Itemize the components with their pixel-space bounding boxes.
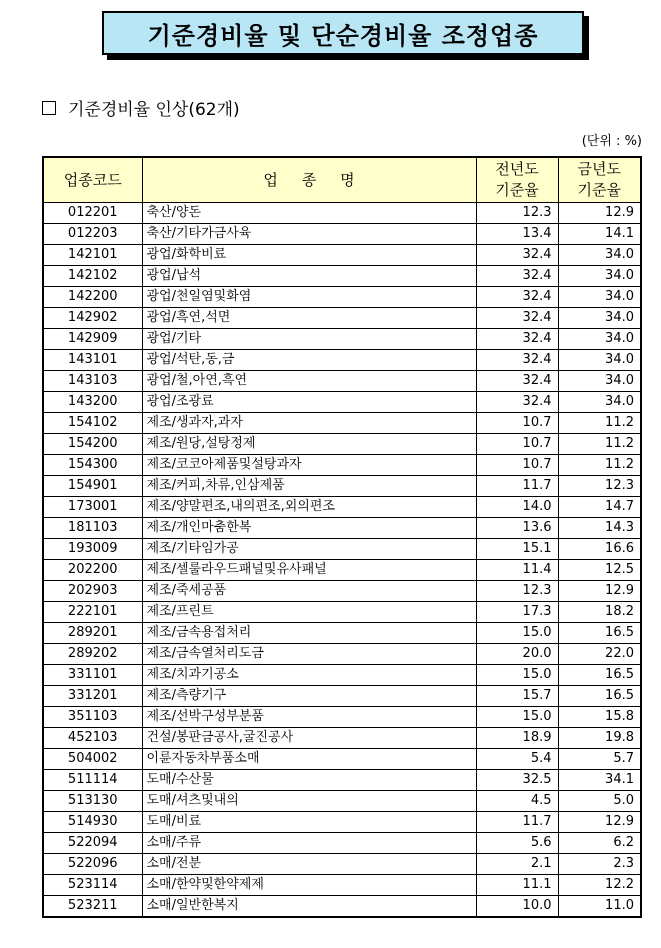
curr-rate-cell: 15.8 bbox=[558, 707, 641, 728]
table-row bbox=[43, 728, 641, 749]
industry-code-cell: 193009 bbox=[43, 539, 142, 560]
table-row bbox=[43, 266, 641, 287]
table-row bbox=[43, 791, 641, 812]
curr-rate-cell: 34.0 bbox=[558, 329, 641, 350]
curr-rate-cell: 34.1 bbox=[558, 770, 641, 791]
curr-rate-cell: 11.2 bbox=[558, 455, 641, 476]
industry-code-cell: 289202 bbox=[43, 644, 142, 665]
table-row bbox=[43, 665, 641, 686]
curr-rate-cell: 16.5 bbox=[558, 686, 641, 707]
industry-code-cell: 142902 bbox=[43, 308, 142, 329]
prev-rate-cell: 5.4 bbox=[476, 749, 558, 770]
industry-code-cell: 154901 bbox=[43, 476, 142, 497]
prev-rate-cell: 12.3 bbox=[476, 581, 558, 602]
table-row bbox=[43, 539, 641, 560]
prev-rate-cell: 32.5 bbox=[476, 770, 558, 791]
industry-code-cell: 452103 bbox=[43, 728, 142, 749]
curr-rate-cell: 5.7 bbox=[558, 749, 641, 770]
industry-code-cell: 142101 bbox=[43, 245, 142, 266]
prev-rate-cell: 32.4 bbox=[476, 287, 558, 308]
prev-rate-cell: 13.4 bbox=[476, 224, 558, 245]
industry-name-cell: 제조/죽세공품 bbox=[142, 581, 476, 602]
page-title: 기준경비율 및 단순경비율 조정업종 bbox=[102, 11, 584, 55]
curr-rate-cell: 34.0 bbox=[558, 245, 641, 266]
header-name: 업 종 명 bbox=[142, 157, 476, 203]
curr-rate-cell: 34.0 bbox=[558, 371, 641, 392]
curr-rate-cell: 34.0 bbox=[558, 308, 641, 329]
prev-rate-cell: 17.3 bbox=[476, 602, 558, 623]
prev-rate-cell: 15.0 bbox=[476, 665, 558, 686]
prev-rate-cell: 32.4 bbox=[476, 245, 558, 266]
prev-rate-cell: 10.0 bbox=[476, 896, 558, 918]
industry-code-cell: 523211 bbox=[43, 896, 142, 918]
prev-rate-cell: 32.4 bbox=[476, 329, 558, 350]
industry-name-cell: 광업/철,아연,흑연 bbox=[142, 371, 476, 392]
industry-code-cell: 522096 bbox=[43, 854, 142, 875]
table-row bbox=[43, 644, 641, 665]
section-label: 기준경비율 인상(62개) bbox=[68, 100, 240, 120]
table-row bbox=[43, 455, 641, 476]
curr-rate-cell: 22.0 bbox=[558, 644, 641, 665]
industry-code-cell: 513130 bbox=[43, 791, 142, 812]
curr-rate-cell: 12.5 bbox=[558, 560, 641, 581]
industry-code-cell: 523114 bbox=[43, 875, 142, 896]
industry-name-cell: 제조/커피,차류,인삼제품 bbox=[142, 476, 476, 497]
industry-code-cell: 143103 bbox=[43, 371, 142, 392]
industry-name-cell: 제조/기타임가공 bbox=[142, 539, 476, 560]
prev-rate-cell: 32.4 bbox=[476, 266, 558, 287]
industry-name-cell: 광업/기타 bbox=[142, 329, 476, 350]
prev-rate-cell: 5.6 bbox=[476, 833, 558, 854]
table-row bbox=[43, 245, 641, 266]
table-row bbox=[43, 581, 641, 602]
table-row bbox=[43, 875, 641, 896]
prev-rate-cell: 10.7 bbox=[476, 434, 558, 455]
header-code: 업종코드 bbox=[43, 157, 142, 203]
industry-name-cell: 도매/셔츠및내의 bbox=[142, 791, 476, 812]
curr-rate-cell: 19.8 bbox=[558, 728, 641, 749]
prev-rate-cell: 11.4 bbox=[476, 560, 558, 581]
industry-name-cell: 광업/조광료 bbox=[142, 392, 476, 413]
industry-name-cell: 소매/한약및한약제제 bbox=[142, 875, 476, 896]
table-row bbox=[43, 833, 641, 854]
table-row bbox=[43, 434, 641, 455]
checkbox-icon bbox=[42, 101, 56, 115]
industry-name-cell: 제조/코코아제품및설탕과자 bbox=[142, 455, 476, 476]
header-prev-rate bbox=[476, 157, 558, 203]
table-row bbox=[43, 308, 641, 329]
industry-name-cell: 제조/치과기공소 bbox=[142, 665, 476, 686]
industry-code-cell: 154300 bbox=[43, 455, 142, 476]
prev-rate-cell: 32.4 bbox=[476, 392, 558, 413]
industry-name-cell: 광업/석탄,동,금 bbox=[142, 350, 476, 371]
table-row bbox=[43, 854, 641, 875]
header-curr-rate bbox=[558, 157, 641, 203]
prev-rate-cell: 18.9 bbox=[476, 728, 558, 749]
prev-rate-cell: 2.1 bbox=[476, 854, 558, 875]
prev-rate-cell: 15.0 bbox=[476, 623, 558, 644]
industry-name-cell: 제조/원당,설탕정제 bbox=[142, 434, 476, 455]
industry-code-cell: 351103 bbox=[43, 707, 142, 728]
prev-rate-cell: 11.7 bbox=[476, 476, 558, 497]
industry-code-cell: 202903 bbox=[43, 581, 142, 602]
industry-code-cell: 142909 bbox=[43, 329, 142, 350]
table-row bbox=[43, 287, 641, 308]
header-curr-line2: 기준율 bbox=[577, 181, 621, 199]
prev-rate-cell: 20.0 bbox=[476, 644, 558, 665]
industry-code-cell: 522094 bbox=[43, 833, 142, 854]
curr-rate-cell: 11.0 bbox=[558, 896, 641, 918]
curr-rate-cell: 5.0 bbox=[558, 791, 641, 812]
table-row bbox=[43, 602, 641, 623]
industry-name-cell: 광업/흑연,석면 bbox=[142, 308, 476, 329]
curr-rate-cell: 12.3 bbox=[558, 476, 641, 497]
industry-name-cell: 제조/선박구성부분품 bbox=[142, 707, 476, 728]
industry-code-cell: 142102 bbox=[43, 266, 142, 287]
industry-name-cell: 제조/금속용접처리 bbox=[142, 623, 476, 644]
industry-code-cell: 173001 bbox=[43, 497, 142, 518]
industry-name-cell: 광업/천일염및화염 bbox=[142, 287, 476, 308]
table-row bbox=[43, 203, 641, 224]
table-row bbox=[43, 518, 641, 539]
prev-rate-cell: 10.7 bbox=[476, 413, 558, 434]
table-row bbox=[43, 371, 641, 392]
curr-rate-cell: 16.5 bbox=[558, 623, 641, 644]
table-row bbox=[43, 686, 641, 707]
table-row bbox=[43, 392, 641, 413]
table-row bbox=[43, 896, 641, 918]
prev-rate-cell: 15.0 bbox=[476, 707, 558, 728]
industry-name-cell: 제조/생과자,과자 bbox=[142, 413, 476, 434]
industry-name-cell: 제조/측량기구 bbox=[142, 686, 476, 707]
prev-rate-cell: 32.4 bbox=[476, 308, 558, 329]
industry-code-cell: 331201 bbox=[43, 686, 142, 707]
industry-code-cell: 181103 bbox=[43, 518, 142, 539]
prev-rate-cell: 15.1 bbox=[476, 539, 558, 560]
curr-rate-cell: 11.2 bbox=[558, 413, 641, 434]
industry-name-cell: 건설/봉판금공사,굴진공사 bbox=[142, 728, 476, 749]
industry-name-cell: 소매/일반한복지 bbox=[142, 896, 476, 918]
curr-rate-cell: 12.2 bbox=[558, 875, 641, 896]
table-row bbox=[43, 329, 641, 350]
industry-name-cell: 제조/셀룰라우드패널및유사패널 bbox=[142, 560, 476, 581]
industry-code-cell: 154200 bbox=[43, 434, 142, 455]
industry-code-cell: 012203 bbox=[43, 224, 142, 245]
curr-rate-cell: 18.2 bbox=[558, 602, 641, 623]
industry-code-cell: 514930 bbox=[43, 812, 142, 833]
industry-code-cell: 142200 bbox=[43, 287, 142, 308]
prev-rate-cell: 32.4 bbox=[476, 350, 558, 371]
section-heading bbox=[42, 95, 240, 120]
industry-name-cell: 소매/전분 bbox=[142, 854, 476, 875]
table-row bbox=[43, 413, 641, 434]
industry-code-cell: 331101 bbox=[43, 665, 142, 686]
table-row bbox=[43, 812, 641, 833]
header-curr-line1: 금년도 bbox=[577, 160, 621, 178]
prev-rate-cell: 15.7 bbox=[476, 686, 558, 707]
table-row bbox=[43, 560, 641, 581]
curr-rate-cell: 16.5 bbox=[558, 665, 641, 686]
prev-rate-cell: 13.6 bbox=[476, 518, 558, 539]
table-header-row bbox=[43, 157, 641, 203]
table-row bbox=[43, 476, 641, 497]
prev-rate-cell: 32.4 bbox=[476, 371, 558, 392]
industry-code-cell: 222101 bbox=[43, 602, 142, 623]
header-prev-line2: 기준율 bbox=[495, 181, 539, 199]
industry-code-cell: 202200 bbox=[43, 560, 142, 581]
table-row bbox=[43, 623, 641, 644]
industry-code-cell: 012201 bbox=[43, 203, 142, 224]
industry-rate-table bbox=[42, 156, 642, 918]
industry-name-cell: 이륜자동차부품소매 bbox=[142, 749, 476, 770]
industry-code-cell: 289201 bbox=[43, 623, 142, 644]
prev-rate-cell: 12.3 bbox=[476, 203, 558, 224]
table-row bbox=[43, 224, 641, 245]
curr-rate-cell: 16.6 bbox=[558, 539, 641, 560]
curr-rate-cell: 2.3 bbox=[558, 854, 641, 875]
industry-name-cell: 소매/주류 bbox=[142, 833, 476, 854]
table-row bbox=[43, 749, 641, 770]
table-row bbox=[43, 707, 641, 728]
industry-name-cell: 축산/양돈 bbox=[142, 203, 476, 224]
unit-note: (단위 : %) bbox=[581, 134, 642, 149]
industry-name-cell: 축산/기타가금사육 bbox=[142, 224, 476, 245]
industry-name-cell: 제조/양말편조,내의편조,외의편조 bbox=[142, 497, 476, 518]
header-prev-line1: 전년도 bbox=[495, 160, 539, 178]
prev-rate-cell: 11.7 bbox=[476, 812, 558, 833]
industry-code-cell: 143101 bbox=[43, 350, 142, 371]
prev-rate-cell: 11.1 bbox=[476, 875, 558, 896]
curr-rate-cell: 12.9 bbox=[558, 812, 641, 833]
industry-name-cell: 광업/납석 bbox=[142, 266, 476, 287]
curr-rate-cell: 34.0 bbox=[558, 287, 641, 308]
industry-name-cell: 제조/금속열처리도금 bbox=[142, 644, 476, 665]
industry-name-cell: 도매/비료 bbox=[142, 812, 476, 833]
curr-rate-cell: 34.0 bbox=[558, 392, 641, 413]
curr-rate-cell: 6.2 bbox=[558, 833, 641, 854]
curr-rate-cell: 14.1 bbox=[558, 224, 641, 245]
curr-rate-cell: 14.7 bbox=[558, 497, 641, 518]
table-row bbox=[43, 350, 641, 371]
curr-rate-cell: 12.9 bbox=[558, 581, 641, 602]
curr-rate-cell: 34.0 bbox=[558, 266, 641, 287]
prev-rate-cell: 4.5 bbox=[476, 791, 558, 812]
table-row bbox=[43, 770, 641, 791]
curr-rate-cell: 11.2 bbox=[558, 434, 641, 455]
industry-name-cell: 광업/화학비료 bbox=[142, 245, 476, 266]
industry-code-cell: 504002 bbox=[43, 749, 142, 770]
curr-rate-cell: 34.0 bbox=[558, 350, 641, 371]
industry-code-cell: 511114 bbox=[43, 770, 142, 791]
industry-name-cell: 제조/개인마춤한복 bbox=[142, 518, 476, 539]
industry-code-cell: 143200 bbox=[43, 392, 142, 413]
prev-rate-cell: 14.0 bbox=[476, 497, 558, 518]
industry-name-cell: 도매/수산물 bbox=[142, 770, 476, 791]
prev-rate-cell: 10.7 bbox=[476, 455, 558, 476]
curr-rate-cell: 14.3 bbox=[558, 518, 641, 539]
table-row bbox=[43, 497, 641, 518]
industry-code-cell: 154102 bbox=[43, 413, 142, 434]
industry-name-cell: 제조/프린트 bbox=[142, 602, 476, 623]
curr-rate-cell: 12.9 bbox=[558, 203, 641, 224]
